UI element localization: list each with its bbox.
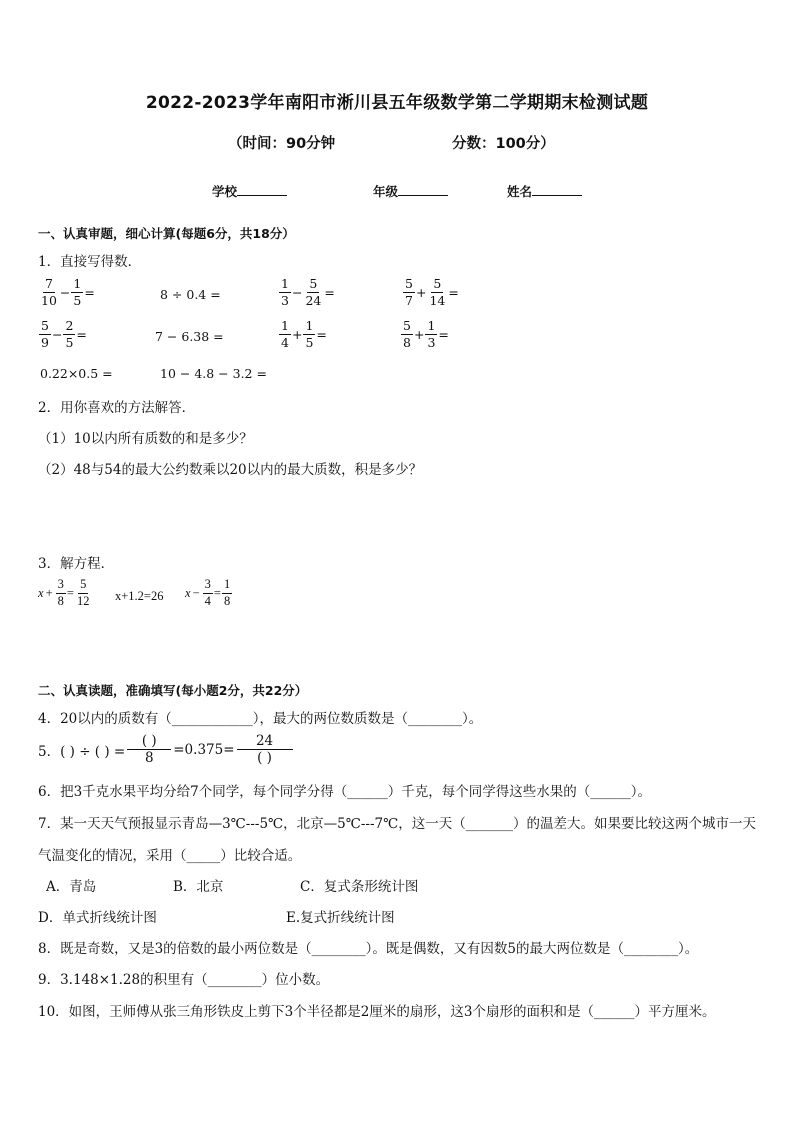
option-b: B．北京 xyxy=(173,879,224,895)
equation-3: x − $\frac{3}{4}$ = $\frac{1}{8}$ xyxy=(185,577,231,608)
section-2-heading: 二、认真读题，准确填写(每小题2分，共22分） xyxy=(38,683,308,698)
calc-1-3: $\frac{1}{3}$ − $\frac{5}{24}$ = xyxy=(281,276,335,308)
calc-2-3: $\frac{1}{4}$ + $\frac{1}{5}$ = xyxy=(281,318,327,350)
option-d: D．单式折线统计图 xyxy=(38,910,157,926)
equation-1: x + $\frac{3}{8}$ = $\frac{5}{12}$ xyxy=(38,577,90,608)
calc-2-1: $\frac{5}{9}$ − $\frac{2}{5}$ = xyxy=(41,318,87,350)
name-label: 姓名 xyxy=(507,184,533,199)
calc-1-4: $\frac{5}{7}$ + $\frac{5}{14}$ = xyxy=(405,276,459,308)
question-4: 4．20以内的质数有（____________），最大的两位数质数是（________）。 xyxy=(38,711,483,727)
calc-1-1: $\frac{7}{10}$ − $\frac{1}{5}$ = xyxy=(41,276,95,308)
calc-2-2: 7 − 6.38 = xyxy=(155,329,224,344)
question-7-line-1: 7．某一天天气预报显示青岛—3℃---5℃，北京—5℃---7℃，这一天（_______）的温差大。如果要比较这两个城市一天 xyxy=(38,816,756,832)
question-2-label: 2．用你喜欢的方法解答． xyxy=(38,400,196,416)
question-5: 5．( ) ÷ ( ) = $\frac{( )}{8}$ =0.375= $\frac{24}{( )}$ xyxy=(38,734,294,765)
question-7-line-2: 气温变化的情况，采用（_____）比较合适。 xyxy=(38,848,302,864)
page-title: 2022-2023学年南阳市淅川县五年级数学第二学期期末检测试题 xyxy=(145,93,649,113)
question-3-label: 3．解方程． xyxy=(38,556,115,572)
question-2-part-1: （1）10以内所有质数的和是多少？ xyxy=(38,431,253,447)
question-1-label: 1．直接写得数． xyxy=(38,254,142,270)
exam-time: （时间：90分钟 xyxy=(228,136,336,152)
school-field[interactable] xyxy=(212,182,287,200)
question-2-part-2: （2）48与54的最大公约数乘以20以内的最大质数，积是多少？ xyxy=(38,462,423,478)
exam-score: 分数：100分） xyxy=(452,136,555,152)
name-field[interactable] xyxy=(507,182,582,200)
calc-2-4: $\frac{5}{8}$ + $\frac{1}{3}$ = xyxy=(403,318,449,350)
question-6: 6．把3千克水果平均分给7个同学，每个同学分得（______）千克，每个同学得这些水果的（______）。 xyxy=(38,784,652,800)
school-blank[interactable] xyxy=(237,183,287,196)
equation-2: x+1.2=26 xyxy=(115,589,164,603)
question-8: 8．既是奇数，又是3的倍数的最小两位数是（________）。既是偶数，又有因数5的最大两位数是（________）。 xyxy=(38,941,699,957)
question-9: 9．3.148×1.28的积里有（________）位小数。 xyxy=(38,972,330,988)
grade-blank[interactable] xyxy=(398,183,448,196)
section-1-heading: 一、认真审题，细心计算(每题6分，共18分） xyxy=(38,226,295,241)
option-e: E.复式折线统计图 xyxy=(286,910,395,926)
school-label: 学校 xyxy=(212,184,238,199)
option-a: A．青岛 xyxy=(46,879,97,895)
option-c: C．复式条形统计图 xyxy=(300,879,419,895)
calc-1-2: 8 ÷ 0.4 = xyxy=(160,287,221,302)
grade-label: 年级 xyxy=(373,184,399,199)
name-blank[interactable] xyxy=(532,183,582,196)
question-10: 10．如图，王师傅从张三角形铁皮上剪下3个半径都是2厘米的扇形，这3个扇形的面积和是（______）平方厘米。 xyxy=(38,1004,716,1020)
grade-field[interactable] xyxy=(373,182,448,200)
calc-3-1: 0.22×0.5 = xyxy=(40,366,113,381)
calc-3-2: 10 − 4.8 − 3.2 = xyxy=(160,366,267,381)
